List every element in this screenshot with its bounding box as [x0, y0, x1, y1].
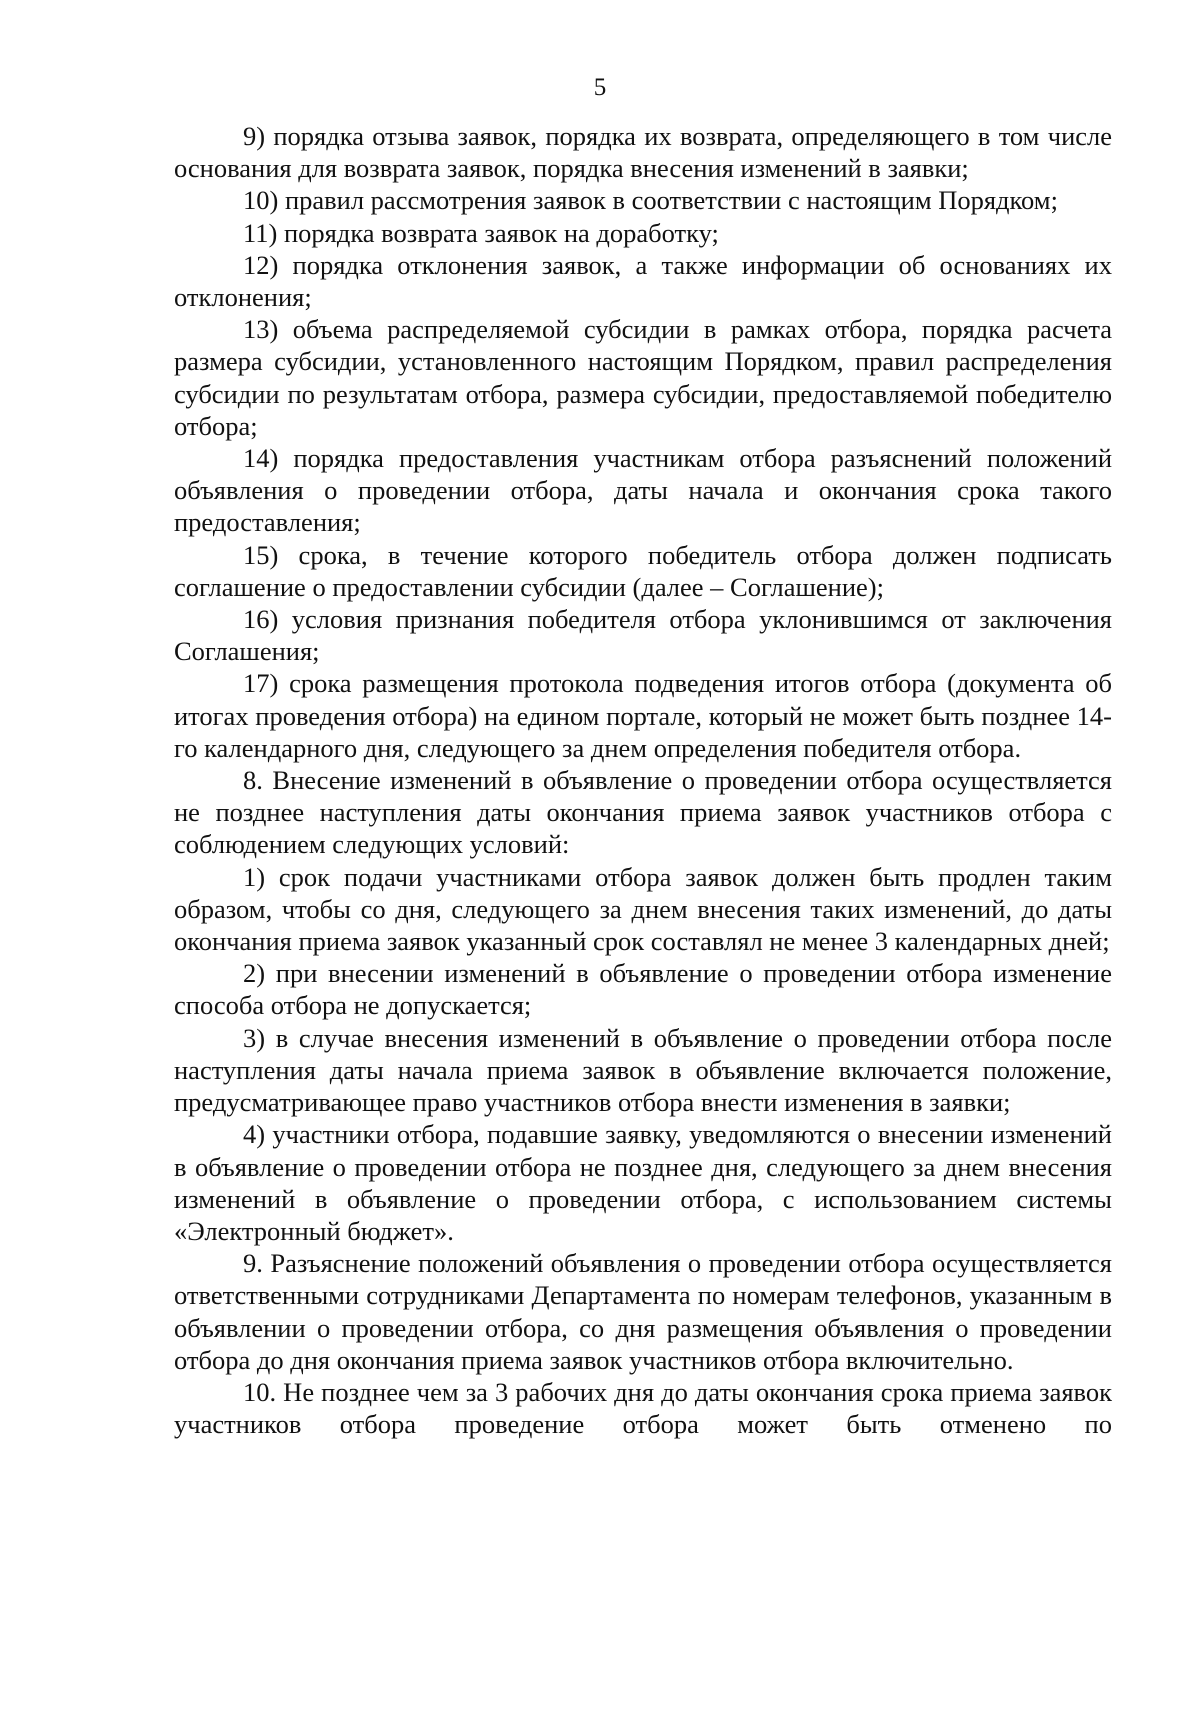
paragraph-item-12: 12) порядка отклонения заявок, а также информации об основаниях их отклонения; — [174, 249, 1112, 313]
paragraph-condition-2: 2) при внесении изменений в объявление о проведении отбора изменение способа отбора не допускается; — [174, 958, 1112, 1021]
page-number: 5 — [593, 74, 607, 101]
paragraph-item-17: 17) срока размещения протокола подведения итогов отбора (документа об итогах проведения отбора) на едином портале, который не может быть позднее 14-го календарного дня, следующего за днем определения победителя отбора. — [174, 668, 1112, 763]
paragraph-item-16: 16) условия признания победителя отбора уклонившимся от заключения Соглашения; — [174, 604, 1112, 667]
paragraph-clause-10: 10. Не позднее чем за 3 рабочих дня до даты окончания срока приема заявок участников отбора проведение отбора может быть отменено по — [174, 1376, 1112, 1440]
paragraph-item-14: 14) порядка предоставления участникам отбора разъяснений положений объявления о проведении отбора, даты начала и окончания срока такого предоставления; — [174, 443, 1112, 538]
paragraph-condition-3: 3) в случае внесения изменений в объявление о проведении отбора после наступления даты начала приема заявок в объявление включается положение, предусматривающее право участников отбора внести изменения в заявки; — [174, 1022, 1112, 1118]
paragraph-condition-4: 4) участники отбора, подавшие заявку, уведомляются о внесении изменений в объявление о проведении отбора не позднее дня, следующего за днем внесения изменений в объявление о проведении отбора, с использованием системы «Электронный бюджет». — [174, 1119, 1112, 1246]
paragraph-item-9: 9) порядка отзыва заявок, порядка их возврата, определяющего в том числе основания для возврата заявок, порядка внесения изменений в заявки; — [174, 121, 1112, 184]
paragraph-clause-8: 8. Внесение изменений в объявление о проведении отбора осуществляется не позднее наступления даты окончания приема заявок участников отбора с соблюдением следующих условий: — [174, 765, 1112, 860]
paragraph-item-11: 11) порядка возврата заявок на доработку; — [243, 217, 719, 248]
paragraph-item-15: 15) срока, в течение которого победитель отбора должен подписать соглашение о предоставлении субсидии (далее – Соглашение); — [174, 539, 1112, 602]
paragraph-item-13: 13) объема распределяемой субсидии в рамках отбора, порядка расчета размера субсидии, установленного настоящим Порядком, правил распределения субсидии по результатам отбора, размера субсидии, предоставляемой победителю отбора; — [174, 314, 1112, 441]
paragraph-condition-1: 1) срок подачи участниками отбора заявок должен быть продлен таким образом, чтобы со дня, следующего за днем внесения таких изменений, до даты окончания приема заявок указанный срок составлял не менее 3 календарных дней; — [174, 861, 1112, 957]
paragraph-clause-9: 9. Разъяснение положений объявления о проведении отбора осуществляется ответственными сотрудниками Департамента по номерам телефонов, указанным в объявлении о проведении отбора, со дня размещения объявления о проведении отбора до дня окончания приема заявок участников отбора включительно. — [174, 1248, 1112, 1375]
document-body — [174, 120, 1112, 1440]
paragraph-item-10: 10) правил рассмотрения заявок в соответствии с настоящим Порядком; — [243, 185, 1058, 216]
